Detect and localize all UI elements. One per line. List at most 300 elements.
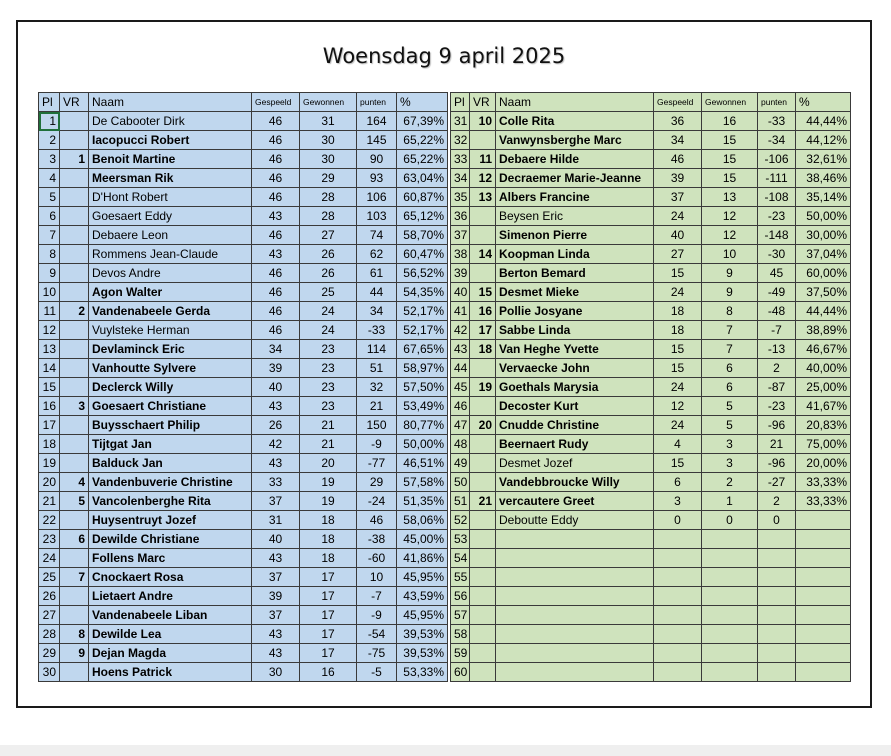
cell-gewonnen[interactable]: 27 bbox=[300, 226, 357, 245]
cell-gespeeld[interactable]: 31 bbox=[252, 511, 300, 530]
cell-naam[interactable]: Devlaminck Eric bbox=[89, 340, 252, 359]
cell-vr[interactable]: 2 bbox=[60, 302, 89, 321]
cell-punten[interactable]: -5 bbox=[357, 663, 397, 682]
cell-pct[interactable]: 50,00% bbox=[796, 207, 851, 226]
cell-pct[interactable] bbox=[796, 530, 851, 549]
cell-gewonnen[interactable]: 23 bbox=[300, 340, 357, 359]
cell-pl[interactable]: 20 bbox=[39, 473, 60, 492]
cell-gespeeld[interactable]: 34 bbox=[252, 340, 300, 359]
cell-gespeeld[interactable] bbox=[654, 587, 702, 606]
cell-naam[interactable]: Vuylsteke Herman bbox=[89, 321, 252, 340]
cell-pl[interactable]: 54 bbox=[451, 549, 470, 568]
cell-pl[interactable]: 1 bbox=[39, 112, 60, 131]
cell-vr[interactable] bbox=[60, 663, 89, 682]
cell-naam[interactable] bbox=[496, 644, 654, 663]
cell-vr[interactable] bbox=[470, 473, 496, 492]
cell-gewonnen[interactable]: 17 bbox=[300, 568, 357, 587]
cell-vr[interactable] bbox=[470, 606, 496, 625]
col-header-vr[interactable]: VR bbox=[470, 93, 496, 112]
cell-vr[interactable] bbox=[60, 131, 89, 150]
cell-naam[interactable]: Decoster Kurt bbox=[496, 397, 654, 416]
cell-pl[interactable]: 31 bbox=[451, 112, 470, 131]
cell-naam[interactable]: Pollie Josyane bbox=[496, 302, 654, 321]
cell-pct[interactable]: 41,67% bbox=[796, 397, 851, 416]
cell-punten[interactable]: -106 bbox=[758, 150, 796, 169]
cell-vr[interactable]: 12 bbox=[470, 169, 496, 188]
cell-pct[interactable] bbox=[796, 511, 851, 530]
cell-naam[interactable]: Dewilde Christiane bbox=[89, 530, 252, 549]
cell-punten[interactable]: 74 bbox=[357, 226, 397, 245]
cell-pl[interactable]: 48 bbox=[451, 435, 470, 454]
cell-punten[interactable]: -23 bbox=[758, 207, 796, 226]
cell-gewonnen[interactable]: 19 bbox=[300, 473, 357, 492]
cell-pl[interactable]: 42 bbox=[451, 321, 470, 340]
cell-pct[interactable]: 52,17% bbox=[397, 302, 448, 321]
cell-naam[interactable]: Balduck Jan bbox=[89, 454, 252, 473]
cell-gewonnen[interactable]: 9 bbox=[702, 264, 758, 283]
cell-gewonnen[interactable]: 9 bbox=[702, 283, 758, 302]
cell-vr[interactable]: 13 bbox=[470, 188, 496, 207]
cell-pl[interactable]: 14 bbox=[39, 359, 60, 378]
cell-gewonnen[interactable]: 7 bbox=[702, 321, 758, 340]
cell-gewonnen[interactable]: 17 bbox=[300, 606, 357, 625]
cell-naam[interactable] bbox=[496, 568, 654, 587]
cell-punten[interactable]: -148 bbox=[758, 226, 796, 245]
cell-vr[interactable]: 18 bbox=[470, 340, 496, 359]
cell-gespeeld[interactable] bbox=[654, 530, 702, 549]
cell-pl[interactable]: 45 bbox=[451, 378, 470, 397]
cell-vr[interactable]: 17 bbox=[470, 321, 496, 340]
cell-pl[interactable]: 23 bbox=[39, 530, 60, 549]
cell-gewonnen[interactable]: 16 bbox=[300, 663, 357, 682]
cell-gespeeld[interactable]: 15 bbox=[654, 264, 702, 283]
cell-pct[interactable]: 43,59% bbox=[397, 587, 448, 606]
cell-gewonnen[interactable]: 2 bbox=[702, 473, 758, 492]
cell-gewonnen[interactable]: 31 bbox=[300, 112, 357, 131]
cell-gespeeld[interactable] bbox=[654, 663, 702, 682]
cell-pct[interactable]: 50,00% bbox=[397, 435, 448, 454]
cell-pl[interactable]: 52 bbox=[451, 511, 470, 530]
cell-vr[interactable] bbox=[470, 435, 496, 454]
cell-pct[interactable]: 20,83% bbox=[796, 416, 851, 435]
cell-pl[interactable]: 24 bbox=[39, 549, 60, 568]
cell-gewonnen[interactable]: 28 bbox=[300, 188, 357, 207]
cell-naam[interactable]: De Cabooter Dirk bbox=[89, 112, 252, 131]
cell-naam[interactable]: Cnockaert Rosa bbox=[89, 568, 252, 587]
cell-punten[interactable]: -38 bbox=[357, 530, 397, 549]
cell-naam[interactable]: Van Heghe Yvette bbox=[496, 340, 654, 359]
cell-naam[interactable]: Desmet Jozef bbox=[496, 454, 654, 473]
cell-vr[interactable] bbox=[60, 454, 89, 473]
cell-punten[interactable]: 150 bbox=[357, 416, 397, 435]
cell-vr[interactable] bbox=[60, 245, 89, 264]
cell-naam[interactable]: Iacopucci Robert bbox=[89, 131, 252, 150]
cell-vr[interactable]: 19 bbox=[470, 378, 496, 397]
cell-gewonnen[interactable] bbox=[702, 587, 758, 606]
cell-naam[interactable] bbox=[496, 663, 654, 682]
cell-pl[interactable]: 32 bbox=[451, 131, 470, 150]
cell-pl[interactable]: 7 bbox=[39, 226, 60, 245]
cell-punten[interactable]: 114 bbox=[357, 340, 397, 359]
cell-gewonnen[interactable]: 30 bbox=[300, 131, 357, 150]
cell-pl[interactable]: 8 bbox=[39, 245, 60, 264]
cell-punten[interactable]: -60 bbox=[357, 549, 397, 568]
cell-naam[interactable]: Albers Francine bbox=[496, 188, 654, 207]
cell-pl[interactable]: 25 bbox=[39, 568, 60, 587]
cell-gewonnen[interactable] bbox=[702, 568, 758, 587]
cell-punten[interactable]: 46 bbox=[357, 511, 397, 530]
cell-pl[interactable]: 19 bbox=[39, 454, 60, 473]
cell-vr[interactable] bbox=[470, 359, 496, 378]
cell-punten[interactable]: 10 bbox=[357, 568, 397, 587]
cell-vr[interactable] bbox=[60, 359, 89, 378]
cell-pct[interactable]: 44,44% bbox=[796, 302, 851, 321]
cell-gewonnen[interactable]: 23 bbox=[300, 378, 357, 397]
cell-gespeeld[interactable]: 43 bbox=[252, 549, 300, 568]
cell-pct[interactable]: 52,17% bbox=[397, 321, 448, 340]
cell-vr[interactable] bbox=[470, 207, 496, 226]
cell-naam[interactable]: Dewilde Lea bbox=[89, 625, 252, 644]
cell-vr[interactable] bbox=[60, 606, 89, 625]
cell-gewonnen[interactable]: 29 bbox=[300, 169, 357, 188]
cell-gewonnen[interactable]: 18 bbox=[300, 511, 357, 530]
cell-pct[interactable]: 45,95% bbox=[397, 606, 448, 625]
cell-vr[interactable] bbox=[470, 454, 496, 473]
cell-pl[interactable]: 3 bbox=[39, 150, 60, 169]
cell-vr[interactable]: 15 bbox=[470, 283, 496, 302]
cell-vr[interactable]: 1 bbox=[60, 150, 89, 169]
cell-naam[interactable]: Declerck Willy bbox=[89, 378, 252, 397]
cell-punten[interactable]: -33 bbox=[758, 112, 796, 131]
cell-punten[interactable]: -33 bbox=[357, 321, 397, 340]
cell-gespeeld[interactable] bbox=[654, 606, 702, 625]
cell-gewonnen[interactable] bbox=[702, 625, 758, 644]
cell-pl[interactable]: 18 bbox=[39, 435, 60, 454]
cell-naam[interactable]: Goesaert Eddy bbox=[89, 207, 252, 226]
cell-pl[interactable]: 55 bbox=[451, 568, 470, 587]
cell-punten[interactable]: 45 bbox=[758, 264, 796, 283]
cell-gewonnen[interactable]: 24 bbox=[300, 302, 357, 321]
cell-vr[interactable] bbox=[60, 188, 89, 207]
cell-punten[interactable]: -30 bbox=[758, 245, 796, 264]
cell-punten[interactable]: -49 bbox=[758, 283, 796, 302]
cell-naam[interactable]: Vandenbuverie Christine bbox=[89, 473, 252, 492]
col-header-punten[interactable]: punten bbox=[357, 93, 397, 112]
cell-pl[interactable]: 47 bbox=[451, 416, 470, 435]
cell-punten[interactable] bbox=[758, 568, 796, 587]
cell-pct[interactable]: 80,77% bbox=[397, 416, 448, 435]
cell-naam[interactable]: Desmet Mieke bbox=[496, 283, 654, 302]
col-header-pct[interactable]: % bbox=[397, 93, 448, 112]
cell-pct[interactable]: 67,39% bbox=[397, 112, 448, 131]
cell-gewonnen[interactable]: 21 bbox=[300, 416, 357, 435]
cell-vr[interactable]: 10 bbox=[470, 112, 496, 131]
cell-pl[interactable]: 46 bbox=[451, 397, 470, 416]
cell-pct[interactable]: 54,35% bbox=[397, 283, 448, 302]
cell-pl[interactable]: 16 bbox=[39, 397, 60, 416]
cell-vr[interactable] bbox=[470, 397, 496, 416]
cell-gespeeld[interactable]: 46 bbox=[252, 226, 300, 245]
cell-gespeeld[interactable]: 15 bbox=[654, 454, 702, 473]
cell-naam[interactable]: Debaere Leon bbox=[89, 226, 252, 245]
cell-pl[interactable]: 36 bbox=[451, 207, 470, 226]
cell-naam[interactable]: Decraemer Marie-Jeanne bbox=[496, 169, 654, 188]
cell-naam[interactable]: Beernaert Rudy bbox=[496, 435, 654, 454]
cell-naam[interactable]: Vandebbroucke Willy bbox=[496, 473, 654, 492]
cell-punten[interactable]: 145 bbox=[357, 131, 397, 150]
cell-vr[interactable]: 9 bbox=[60, 644, 89, 663]
cell-naam[interactable]: Hoens Patrick bbox=[89, 663, 252, 682]
cell-gespeeld[interactable]: 43 bbox=[252, 397, 300, 416]
cell-vr[interactable] bbox=[60, 511, 89, 530]
cell-punten[interactable]: -23 bbox=[758, 397, 796, 416]
cell-naam[interactable]: Simenon Pierre bbox=[496, 226, 654, 245]
cell-gewonnen[interactable]: 17 bbox=[300, 587, 357, 606]
cell-gespeeld[interactable]: 4 bbox=[654, 435, 702, 454]
cell-punten[interactable]: 51 bbox=[357, 359, 397, 378]
cell-punten[interactable]: -13 bbox=[758, 340, 796, 359]
cell-gespeeld[interactable]: 6 bbox=[654, 473, 702, 492]
cell-punten[interactable]: -7 bbox=[758, 321, 796, 340]
cell-pl[interactable]: 59 bbox=[451, 644, 470, 663]
cell-pct[interactable] bbox=[796, 568, 851, 587]
cell-punten[interactable]: 29 bbox=[357, 473, 397, 492]
cell-vr[interactable] bbox=[60, 207, 89, 226]
cell-pl[interactable]: 11 bbox=[39, 302, 60, 321]
cell-vr[interactable] bbox=[60, 112, 89, 131]
cell-gespeeld[interactable]: 46 bbox=[252, 188, 300, 207]
cell-vr[interactable]: 20 bbox=[470, 416, 496, 435]
cell-pl[interactable]: 40 bbox=[451, 283, 470, 302]
cell-naam[interactable]: Koopman Linda bbox=[496, 245, 654, 264]
cell-pl[interactable]: 34 bbox=[451, 169, 470, 188]
cell-gewonnen[interactable]: 16 bbox=[702, 112, 758, 131]
cell-gespeeld[interactable]: 40 bbox=[252, 378, 300, 397]
col-header-naam[interactable]: Naam bbox=[89, 93, 252, 112]
cell-pl[interactable]: 27 bbox=[39, 606, 60, 625]
cell-vr[interactable]: 4 bbox=[60, 473, 89, 492]
cell-pl[interactable]: 29 bbox=[39, 644, 60, 663]
cell-pct[interactable]: 32,61% bbox=[796, 150, 851, 169]
cell-gespeeld[interactable]: 46 bbox=[252, 302, 300, 321]
cell-gewonnen[interactable]: 15 bbox=[702, 131, 758, 150]
cell-gespeeld[interactable]: 46 bbox=[252, 169, 300, 188]
cell-gewonnen[interactable] bbox=[702, 663, 758, 682]
cell-gespeeld[interactable]: 43 bbox=[252, 644, 300, 663]
cell-punten[interactable]: 164 bbox=[357, 112, 397, 131]
cell-gewonnen[interactable]: 21 bbox=[300, 435, 357, 454]
cell-gespeeld[interactable]: 46 bbox=[252, 131, 300, 150]
cell-naam[interactable] bbox=[496, 587, 654, 606]
cell-gewonnen[interactable]: 3 bbox=[702, 435, 758, 454]
cell-pl[interactable]: 22 bbox=[39, 511, 60, 530]
cell-naam[interactable]: D'Hont Robert bbox=[89, 188, 252, 207]
cell-pct[interactable]: 41,86% bbox=[397, 549, 448, 568]
cell-punten[interactable]: 62 bbox=[357, 245, 397, 264]
cell-punten[interactable]: 34 bbox=[357, 302, 397, 321]
cell-gewonnen[interactable] bbox=[702, 606, 758, 625]
cell-gespeeld[interactable] bbox=[654, 625, 702, 644]
cell-pl[interactable]: 4 bbox=[39, 169, 60, 188]
cell-gewonnen[interactable] bbox=[702, 644, 758, 663]
cell-pl[interactable]: 21 bbox=[39, 492, 60, 511]
cell-gespeeld[interactable]: 24 bbox=[654, 416, 702, 435]
cell-punten[interactable]: -9 bbox=[357, 435, 397, 454]
cell-naam[interactable]: Sabbe Linda bbox=[496, 321, 654, 340]
cell-pl[interactable]: 33 bbox=[451, 150, 470, 169]
cell-gewonnen[interactable]: 17 bbox=[300, 644, 357, 663]
cell-pct[interactable] bbox=[796, 663, 851, 682]
cell-gewonnen[interactable]: 12 bbox=[702, 207, 758, 226]
cell-pct[interactable]: 65,22% bbox=[397, 150, 448, 169]
cell-pl[interactable]: 28 bbox=[39, 625, 60, 644]
cell-naam[interactable]: Huysentruyt Jozef bbox=[89, 511, 252, 530]
cell-naam[interactable]: Debaere Hilde bbox=[496, 150, 654, 169]
cell-vr[interactable] bbox=[60, 549, 89, 568]
cell-gewonnen[interactable]: 8 bbox=[702, 302, 758, 321]
cell-pct[interactable]: 46,67% bbox=[796, 340, 851, 359]
cell-vr[interactable]: 6 bbox=[60, 530, 89, 549]
cell-pl[interactable]: 37 bbox=[451, 226, 470, 245]
cell-gewonnen[interactable]: 20 bbox=[300, 454, 357, 473]
cell-gespeeld[interactable]: 12 bbox=[654, 397, 702, 416]
cell-vr[interactable] bbox=[60, 283, 89, 302]
cell-pct[interactable]: 45,95% bbox=[397, 568, 448, 587]
cell-naam[interactable]: Deboutte Eddy bbox=[496, 511, 654, 530]
col-header-punten[interactable]: punten bbox=[758, 93, 796, 112]
cell-pl[interactable]: 2 bbox=[39, 131, 60, 150]
cell-pl[interactable]: 13 bbox=[39, 340, 60, 359]
col-header-naam[interactable]: Naam bbox=[496, 93, 654, 112]
cell-punten[interactable]: -24 bbox=[357, 492, 397, 511]
cell-gewonnen[interactable] bbox=[702, 530, 758, 549]
cell-gewonnen[interactable]: 6 bbox=[702, 359, 758, 378]
cell-punten[interactable]: -7 bbox=[357, 587, 397, 606]
cell-gespeeld[interactable]: 39 bbox=[654, 169, 702, 188]
cell-gewonnen[interactable]: 12 bbox=[702, 226, 758, 245]
cell-naam[interactable]: Goesaert Christiane bbox=[89, 397, 252, 416]
cell-vr[interactable] bbox=[60, 264, 89, 283]
cell-pct[interactable]: 56,52% bbox=[397, 264, 448, 283]
cell-vr[interactable] bbox=[60, 435, 89, 454]
cell-pct[interactable]: 33,33% bbox=[796, 492, 851, 511]
cell-gespeeld[interactable]: 37 bbox=[252, 492, 300, 511]
cell-pct[interactable]: 75,00% bbox=[796, 435, 851, 454]
cell-gewonnen[interactable]: 13 bbox=[702, 188, 758, 207]
cell-gewonnen[interactable]: 6 bbox=[702, 378, 758, 397]
cell-pl[interactable]: 53 bbox=[451, 530, 470, 549]
cell-vr[interactable]: 16 bbox=[470, 302, 496, 321]
cell-naam[interactable] bbox=[496, 606, 654, 625]
cell-punten[interactable]: 21 bbox=[357, 397, 397, 416]
cell-punten[interactable] bbox=[758, 644, 796, 663]
col-header-vr[interactable]: VR bbox=[60, 93, 89, 112]
cell-gespeeld[interactable]: 46 bbox=[252, 321, 300, 340]
cell-vr[interactable] bbox=[470, 511, 496, 530]
cell-punten[interactable]: -77 bbox=[357, 454, 397, 473]
cell-pct[interactable]: 37,04% bbox=[796, 245, 851, 264]
cell-vr[interactable] bbox=[60, 226, 89, 245]
cell-pct[interactable]: 58,97% bbox=[397, 359, 448, 378]
cell-gespeeld[interactable]: 0 bbox=[654, 511, 702, 530]
cell-vr[interactable] bbox=[470, 131, 496, 150]
cell-naam[interactable]: Cnudde Christine bbox=[496, 416, 654, 435]
cell-pct[interactable] bbox=[796, 644, 851, 663]
col-header-gewonnen[interactable]: Gewonnen bbox=[702, 93, 758, 112]
cell-pl[interactable]: 15 bbox=[39, 378, 60, 397]
cell-pl[interactable]: 6 bbox=[39, 207, 60, 226]
cell-gewonnen[interactable]: 26 bbox=[300, 264, 357, 283]
cell-naam[interactable]: Tijtgat Jan bbox=[89, 435, 252, 454]
cell-punten[interactable]: -111 bbox=[758, 169, 796, 188]
cell-naam[interactable] bbox=[496, 549, 654, 568]
cell-pl[interactable]: 51 bbox=[451, 492, 470, 511]
cell-pl[interactable]: 10 bbox=[39, 283, 60, 302]
cell-naam[interactable]: Vandenabeele Liban bbox=[89, 606, 252, 625]
cell-naam[interactable]: Benoit Martine bbox=[89, 150, 252, 169]
cell-naam[interactable]: Dejan Magda bbox=[89, 644, 252, 663]
cell-vr[interactable]: 7 bbox=[60, 568, 89, 587]
cell-pct[interactable]: 58,70% bbox=[397, 226, 448, 245]
cell-gespeeld[interactable]: 37 bbox=[252, 606, 300, 625]
cell-pl[interactable]: 56 bbox=[451, 587, 470, 606]
cell-gespeeld[interactable]: 36 bbox=[654, 112, 702, 131]
cell-punten[interactable]: 93 bbox=[357, 169, 397, 188]
cell-gewonnen[interactable]: 25 bbox=[300, 283, 357, 302]
cell-gewonnen[interactable]: 26 bbox=[300, 245, 357, 264]
cell-punten[interactable] bbox=[758, 549, 796, 568]
cell-gespeeld[interactable]: 40 bbox=[654, 226, 702, 245]
cell-gewonnen[interactable]: 0 bbox=[702, 511, 758, 530]
cell-pct[interactable]: 44,12% bbox=[796, 131, 851, 150]
cell-punten[interactable]: -54 bbox=[357, 625, 397, 644]
cell-gewonnen[interactable]: 5 bbox=[702, 416, 758, 435]
cell-gespeeld[interactable]: 46 bbox=[252, 150, 300, 169]
cell-vr[interactable] bbox=[60, 587, 89, 606]
cell-naam[interactable]: Devos Andre bbox=[89, 264, 252, 283]
cell-gespeeld[interactable]: 43 bbox=[252, 625, 300, 644]
cell-naam[interactable]: vercautere Greet bbox=[496, 492, 654, 511]
cell-gewonnen[interactable] bbox=[702, 549, 758, 568]
cell-punten[interactable]: -96 bbox=[758, 454, 796, 473]
cell-gespeeld[interactable]: 24 bbox=[654, 283, 702, 302]
cell-pct[interactable]: 57,58% bbox=[397, 473, 448, 492]
cell-gespeeld[interactable]: 3 bbox=[654, 492, 702, 511]
cell-pl[interactable]: 49 bbox=[451, 454, 470, 473]
cell-pl[interactable]: 9 bbox=[39, 264, 60, 283]
cell-vr[interactable] bbox=[470, 625, 496, 644]
cell-gewonnen[interactable]: 3 bbox=[702, 454, 758, 473]
cell-naam[interactable]: Goethals Marysia bbox=[496, 378, 654, 397]
cell-pct[interactable]: 67,65% bbox=[397, 340, 448, 359]
cell-gewonnen[interactable]: 10 bbox=[702, 245, 758, 264]
cell-naam[interactable] bbox=[496, 625, 654, 644]
cell-gespeeld[interactable]: 37 bbox=[252, 568, 300, 587]
cell-pct[interactable]: 33,33% bbox=[796, 473, 851, 492]
cell-punten[interactable]: -96 bbox=[758, 416, 796, 435]
cell-gespeeld[interactable]: 46 bbox=[252, 264, 300, 283]
cell-pct[interactable]: 53,33% bbox=[397, 663, 448, 682]
cell-pl[interactable]: 35 bbox=[451, 188, 470, 207]
cell-gewonnen[interactable]: 5 bbox=[702, 397, 758, 416]
cell-pl[interactable]: 5 bbox=[39, 188, 60, 207]
cell-gespeeld[interactable]: 46 bbox=[252, 112, 300, 131]
cell-gespeeld[interactable]: 43 bbox=[252, 454, 300, 473]
cell-vr[interactable] bbox=[470, 264, 496, 283]
cell-gespeeld[interactable]: 42 bbox=[252, 435, 300, 454]
cell-vr[interactable] bbox=[60, 416, 89, 435]
cell-pct[interactable]: 58,06% bbox=[397, 511, 448, 530]
